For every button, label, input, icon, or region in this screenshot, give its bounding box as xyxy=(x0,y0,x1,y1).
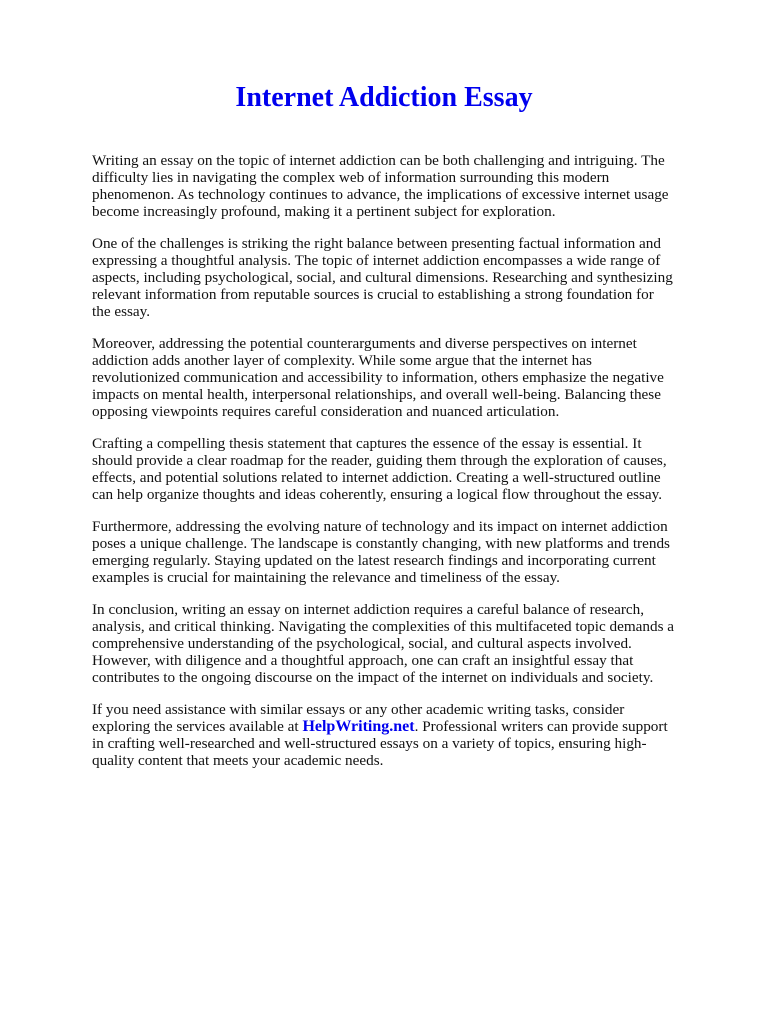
closing-text-after-link: . Professional writers can provide support in crafting well-researched and well-structured essays on a variety of topics, ensuring high-quality content that meets your academic needs. xyxy=(92,718,668,769)
closing-text-before-link: If you need assistance with similar essays or any other academic writing tasks, consider exploring the services available at xyxy=(92,701,625,735)
helpwriting-link[interactable]: HelpWriting.net xyxy=(302,718,415,735)
paragraph-technology: Furthermore, addressing the evolving nature of technology and its impact on internet addiction poses a unique challenge. The landscape is constantly changing, with new platforms and trends emerging regularly. Staying updated on the latest research findings and incorporating current examples is crucial for maintaining the relevance and timeliness of the essay. xyxy=(92,518,670,586)
paragraph-counterarguments: Moreover, addressing the potential counterarguments and diverse perspectives on internet addiction adds another layer of complexity. While some argue that the internet has revolutionized communication and accessibility to information, others emphasize the negative impacts on mental health, interpersonal relationships, and overall well-being. Balancing these opposing viewpoints requires careful consideration and nuanced articulation. xyxy=(92,335,664,420)
paragraph-closing xyxy=(92,701,676,769)
document-title: Internet Addiction Essay xyxy=(235,82,533,113)
paragraph-intro: Writing an essay on the topic of internet addiction can be both challenging and intriguing. The difficulty lies in navigating the complex web of information surrounding this modern phenomenon. As technology continues to advance, the implications of excessive internet usage become increasingly profound, making it a pertinent subject for exploration. xyxy=(92,152,669,220)
paragraph-thesis: Crafting a compelling thesis statement that captures the essence of the essay is essential. It should provide a clear roadmap for the reader, guiding them through the exploration of causes, effects, and potential solutions related to internet addiction. Creating a well-structured outline can help organize thoughts and ideas coherently, ensuring a logical flow throughout the essay. xyxy=(92,435,667,503)
paragraph-challenges: One of the challenges is striking the right balance between presenting factual information and expressing a thoughtful analysis. The topic of internet addiction encompasses a wide range of aspects, including psychological, social, and cultural dimensions. Researching and synthesizing relevant information from reputable sources is crucial to establishing a strong foundation for the essay. xyxy=(92,235,673,320)
paragraph-conclusion: In conclusion, writing an essay on internet addiction requires a careful balance of research, analysis, and critical thinking. Navigating the complexities of this multifaceted topic demands a comprehensive understanding of the psychological, social, and cultural aspects involved. However, with diligence and a thoughtful approach, one can craft an insightful essay that contributes to the ongoing discourse on the impact of the internet on individuals and society. xyxy=(92,601,675,686)
